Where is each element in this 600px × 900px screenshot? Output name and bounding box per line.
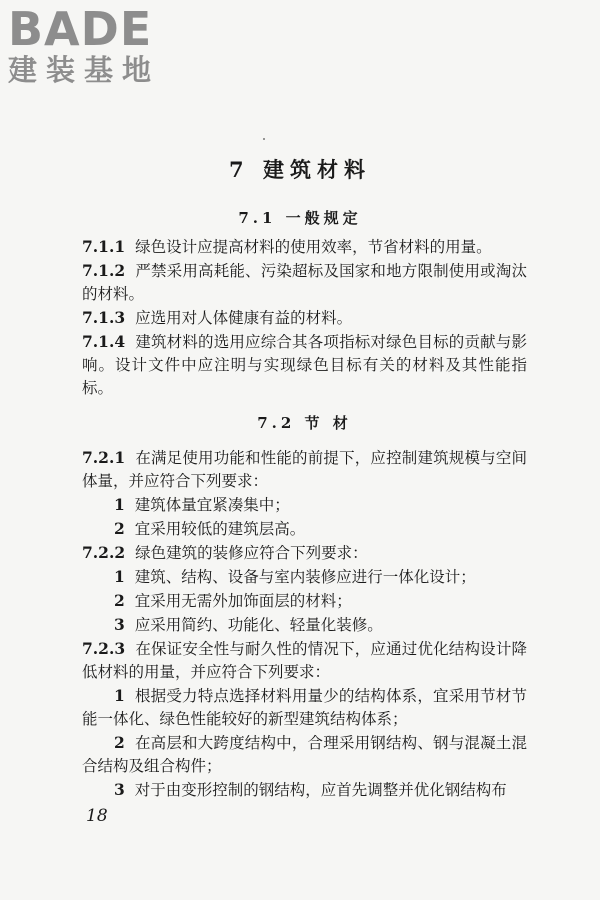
clause-number: 7.1.4: [82, 332, 126, 351]
clause-number: 7.1.3: [82, 308, 126, 327]
item-number: 2: [114, 733, 125, 752]
clause-number: 7.1.1: [82, 237, 126, 256]
section-title-7-1: 7.1 一般规定: [238, 209, 362, 227]
item-text: 应采用简约、功能化、轻量化装修。: [134, 616, 383, 634]
clause-text: 在保证安全性与耐久性的情况下，应通过优化结构设计降低材料的用量，并应符合下列要求：: [82, 640, 527, 681]
clause-text: 严禁采用高耗能、污染超标及国家和地方限制使用或淘汰的材料。: [82, 262, 527, 303]
item-text: 根据受力特点选择材料用量少的结构体系，宜采用节材节能一体化、绿色性能较好的新型建筑结构体系；: [82, 687, 527, 728]
item-text: 在高层和大跨度结构中，合理采用钢结构、钢与混凝土混合结构及组合构件；: [82, 734, 527, 775]
list-item: [82, 517, 527, 541]
clause-number: 7.2.2: [82, 543, 126, 562]
chapter-title: 7 建筑材料: [229, 157, 371, 182]
item-number: 2: [114, 591, 125, 610]
clause-7-1-1: [82, 235, 527, 259]
item-number: 3: [114, 615, 125, 634]
list-item: [82, 565, 527, 589]
clause-number: 7.2.1: [82, 448, 126, 467]
item-number: 3: [114, 780, 125, 799]
clause-7-2-3: [82, 637, 527, 684]
item-number: 1: [114, 686, 125, 705]
item-text: 建筑体量宜紧凑集中；: [134, 496, 290, 514]
item-text: 宜采用较低的建筑层高。: [134, 520, 306, 538]
item-text: 对于由变形控制的钢结构，应首先调整并优化钢结构布: [134, 781, 507, 799]
item-number: 1: [114, 567, 125, 586]
clause-text: 绿色设计应提高材料的使用效率，节省材料的用量。: [135, 238, 492, 256]
watermark-brand-cn: 建装基地: [8, 53, 161, 87]
list-item: [82, 684, 527, 731]
list-item: [82, 493, 527, 517]
scan-speck: [263, 138, 265, 140]
clause-text: 应选用对人体健康有益的材料。: [135, 309, 353, 327]
clause-text: 在满足使用功能和性能的前提下，应控制建筑规模与空间体量，并应符合下列要求：: [82, 449, 527, 490]
section-title-7-2: 7.2 节 材: [257, 414, 352, 432]
clause-7-2-2: [82, 541, 527, 565]
item-number: 2: [114, 519, 125, 538]
clause-7-1-2: [82, 259, 527, 306]
list-item: [82, 589, 527, 613]
clause-number: 7.1.2: [82, 261, 126, 280]
watermark-brand-en: BADE: [8, 2, 153, 56]
clause-text: 绿色建筑的装修应符合下列要求：: [135, 544, 368, 562]
clause-7-2-1: [82, 446, 527, 493]
list-item: [82, 731, 527, 778]
watermark-logo: [8, 2, 161, 87]
item-text: 宜采用无需外加饰面层的材料；: [134, 592, 352, 610]
clause-7-1-3: [82, 306, 527, 330]
clause-number: 7.2.3: [82, 639, 126, 658]
item-number: 1: [114, 495, 125, 514]
clause-7-1-4: [82, 330, 527, 400]
list-item: [82, 613, 527, 637]
list-item: [82, 778, 527, 802]
item-text: 建筑、结构、设备与室内装修应进行一体化设计；: [134, 568, 476, 586]
page-number: 18: [86, 806, 108, 826]
clause-text: 建筑材料的选用应综合其各项指标对绿色目标的贡献与影响。设计文件中应注明与实现绿色目标有关的材料及其性能指标。: [82, 333, 527, 397]
body-text: [82, 235, 527, 802]
